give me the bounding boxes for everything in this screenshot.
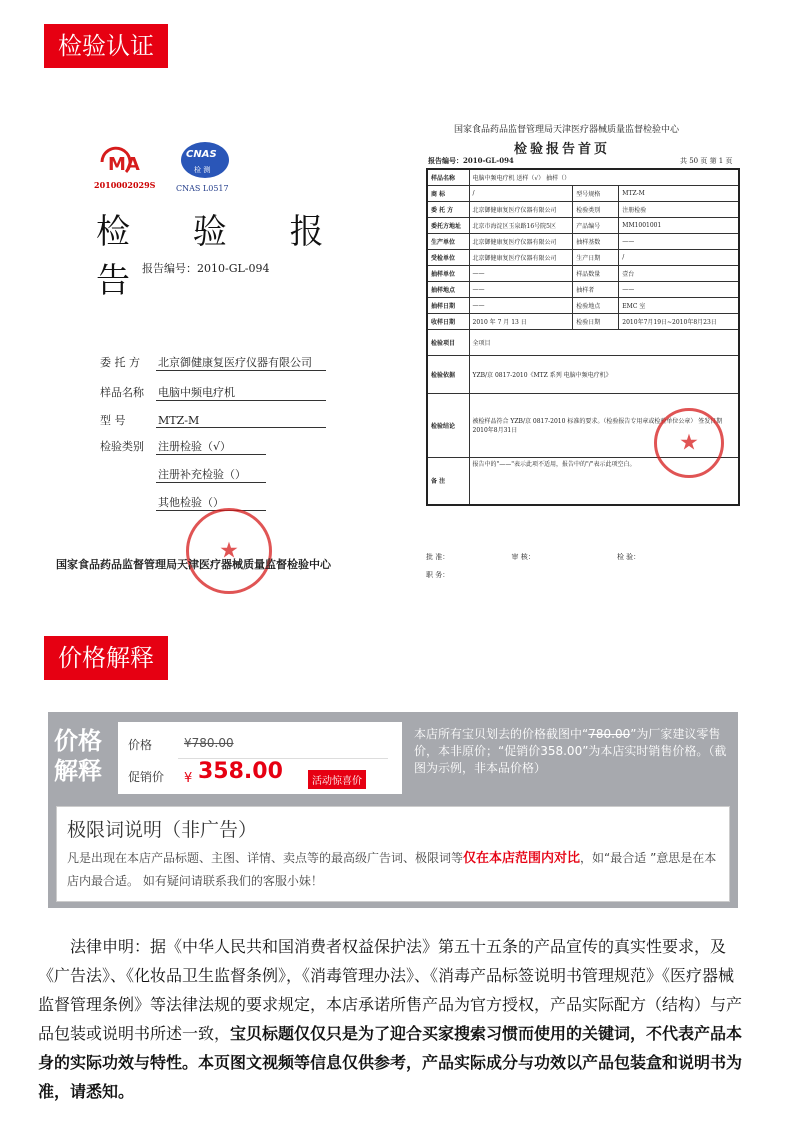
cover-field-model: 型 号 MTZ-M [100, 412, 326, 428]
table-row: 收样日期 2010 年 7 月 13 日 检验日期 2010年7月19日~2010年8月23日 [427, 313, 739, 329]
cover-organization: 国家食品药品监督管理局天津医疗器械质量监督检验中心 [56, 558, 331, 571]
cma-code: 2010002029S [94, 180, 156, 190]
cnas-logo-sub: 检 测 [194, 166, 211, 174]
list-price-label: 价格 [128, 738, 153, 752]
cnas-code: CNAS L0517 [176, 184, 229, 193]
inspection-section-title: 检验认证 [44, 24, 168, 68]
table-row: 委托方地址 北京市海淀区玉泉路16号院5区 产品编号 MM1001001 [427, 217, 739, 233]
currency-symbol: ¥ [184, 771, 193, 786]
cnas-logo-text: CNAS [186, 149, 217, 160]
legal-normal: 法律申明：据《中华人民共和国消费者权益保护法》第五十五条的产品宣传的真实性要求，及《广告法》、《化妆品卫生监督条例》，《消毒管理办法》、《消毒产品标签说明书管理规范》《医疗器械监督管理条例》等法律法规的要求规定，本店承诺所售产品为官方授权，产品实际配方（结构）与产品包装或说明书所述一致， [38, 937, 743, 1043]
table-row: 生产单位 北京御健康复医疗仪器有限公司 抽样基数 —— [427, 233, 739, 249]
official-seal-icon: ★ [186, 508, 272, 594]
cover-field-category-3: 其他检验（） [100, 494, 266, 511]
limit-word-title: 极限词说明（非广告） [67, 819, 258, 841]
table-row: 受检单位 北京御健康复医疗仪器有限公司 生产日期 / [427, 249, 739, 265]
cover-field-category: 检验类别 注册检验（√） [100, 438, 266, 455]
report-number: 报告编号：2010-GL-094 [428, 156, 514, 165]
cover-field-category-2: 注册补充检验（） [100, 466, 266, 483]
price-example-box [118, 722, 402, 794]
list-price-value: ¥780.00 [184, 736, 234, 750]
cnas-logo-icon [178, 140, 232, 182]
cover-report-number: 报告编号：2010-GL-094 [142, 262, 270, 275]
cover-field-sample: 样品名称 电脑中频电疗机 [100, 384, 326, 401]
report-cover-document [46, 104, 376, 594]
table-row: 检验依据 YZB/京 0817-2010《MTZ 系列 电脑中频电疗机》 [427, 355, 739, 393]
promo-price-value: 358.00 [198, 759, 283, 784]
table-row: 备 注 报告中的"——"表示此项不适用，报告中的"/"表示此项空白。 [427, 457, 739, 505]
promo-price-label: 促销价 [128, 770, 165, 784]
table-row: 样品名称 电脑中频电疗机 送样（√） 抽样（） [427, 169, 739, 185]
cover-field-client: 委 托 方 北京御健康复医疗仪器有限公司 [100, 354, 326, 371]
svg-text:MA: MA [108, 154, 140, 175]
signature-row: 批 准： 审 核： 检 验： [426, 553, 641, 561]
report-seal-icon: ★ [654, 408, 724, 478]
report-organization: 国家食品药品监督管理局天津医疗器械质量监督检验中心 [454, 125, 680, 135]
price-note: 本店所有宝贝划去的价格截图中“780.00”为厂家建议零售价，本非原价；“促销价358.00”为本店实时销售价格。（截图为示例，非本品价格） [414, 727, 727, 775]
price-panel-label: 价格解释 [54, 727, 102, 785]
table-row: 商 标 / 型号规格 MTZ-M [427, 185, 739, 201]
promo-tag: 活动惊喜价 [308, 770, 366, 789]
cma-logo-icon [96, 144, 160, 180]
report-title: 检验报告首页 [514, 142, 611, 157]
legal-bold: 宝贝标题仅仅只是为了迎合买家搜索习惯而使用的关键词，不代表产品本身的实际功效与特性。本页图文视频等信息仅供参考，产品实际成分与功效以产品包装盒和说明书为准，请悉知。 [38, 1024, 743, 1101]
table-row: 抽样单位 —— 样品数量 壹台 [427, 265, 739, 281]
table-row: 检验结论 被检样品符合 YZB/京 0817-2010 标准的要求。（检验报告专用章或检验单位公章） 签发日期 2010年8月31日 [427, 393, 739, 457]
report-page: 共 50 页 第 1 页 [680, 157, 733, 165]
price-explanation-panel [48, 712, 738, 908]
limit-word-box [56, 806, 730, 902]
table-row: 抽样地点 —— 抽样者 —— [427, 281, 739, 297]
price-section-title: 价格解释 [44, 636, 168, 680]
report-first-page-document [404, 108, 764, 584]
table-row: 检验项目 全项目 [427, 329, 739, 355]
table-row: 抽样日期 —— 检验地点 EMC 室 [427, 297, 739, 313]
legal-statement [38, 932, 744, 1106]
cover-title: 检 验 报 告 [96, 212, 350, 301]
table-row: 委 托 方 北京御健康复医疗仪器有限公司 检验类别 注册检验 [427, 201, 739, 217]
duty-row: 职 务： [426, 571, 450, 579]
limit-word-body: 凡是出现在本店产品标题、主图、详情、卖点等的最高级广告词、极限词等仅在本店范围内对比，如“最合适 ”意思是在本店内最合适。 如有疑问请联系我们的客服小妹！ [67, 851, 717, 888]
